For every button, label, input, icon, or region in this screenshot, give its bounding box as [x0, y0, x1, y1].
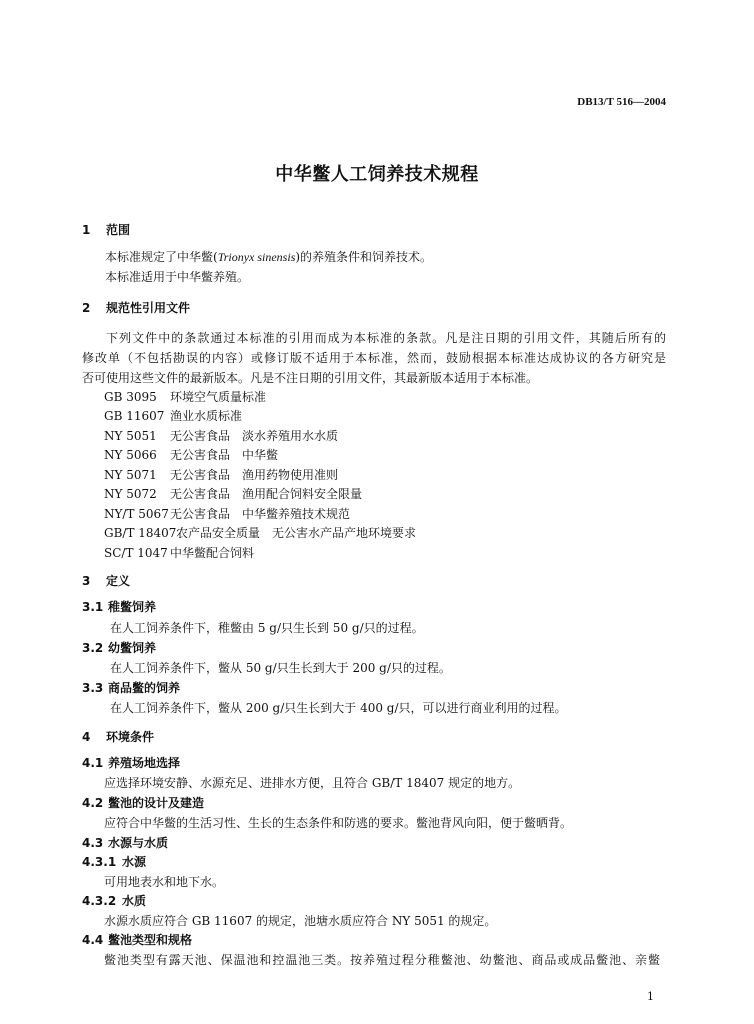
- section-3-heading: 3 定义: [82, 574, 131, 588]
- subsection-text: 应符合中华鳖的生活习性、生长的生态条件和防逃的要求。鳖池背风向阳，便于鳖晒背。: [104, 816, 573, 830]
- section-1-para-1: 本标准规定了中华鳖(Trionyx sinensis)的养殖条件和饲养技术。: [105, 250, 433, 264]
- section-4-heading: 4 环境条件: [82, 730, 155, 744]
- reference-item: NY 5051 无公害食品 淡水养殖用水水质: [104, 429, 339, 443]
- reference-item: NY 5071 无公害食品 渔用药物使用准则: [104, 468, 339, 482]
- subsection-heading: 3.2 幼鳖饲养: [82, 641, 157, 655]
- document-title: 中华鳖人工饲养技术规程: [275, 164, 479, 185]
- subsection-heading: 4.4 鳖池类型和规格: [82, 933, 193, 947]
- reference-item: NY/T 5067无公害食品 中华鳖养殖技术规范: [104, 507, 351, 521]
- subsection-heading: 3.3 商品鳖的饲养: [82, 681, 181, 695]
- subsection-text: 在人工饲养条件下，稚鳖由 5 g/只生长到 50 g/只的过程。: [110, 621, 424, 635]
- subsection-text: 应选择环境安静、水源充足、进排水方便，且符合 GB/T 18407 规定的地方。: [104, 776, 521, 790]
- subsection-heading: 4.3.2 水质: [82, 894, 147, 908]
- section-2-heading: 2 规范性引用文件: [82, 301, 191, 315]
- reference-item: GB 3095 环境空气质量标准: [104, 390, 267, 404]
- page-number: 1: [647, 990, 654, 1003]
- subsection-heading: 4.3.1 水源: [82, 855, 147, 869]
- reference-item: NY 5072 无公害食品 渔用配合饲料安全限量: [104, 487, 363, 501]
- section-2-para-line-3: 否可使用这些文件的最新版本。凡是不注日期的引用文件，其最新版本适用于本标准。: [82, 371, 539, 385]
- subsection-heading: 4.1 养殖场地选择: [82, 756, 181, 770]
- subsection-heading: 4.3 水源与水质: [82, 836, 169, 850]
- subsection-text: 在人工饲养条件下，鳖从 200 g/只生长到大于 400 g/只，可以进行商业利用的过程。: [110, 701, 567, 715]
- subsection-text: 水源水质应符合 GB 11607 的规定，池塘水质应符合 NY 5051 的规定。: [104, 914, 497, 928]
- standard-number: DB13/T 516—2004: [577, 96, 666, 108]
- section-1-heading: 1 范围: [82, 223, 131, 237]
- reference-item: SC/T 1047 中华鳖配合饲料: [104, 546, 255, 560]
- subsection-text: 鳖池类型有露天池、保温池和控温池三类。按养殖过程分稚鳖池、幼鳖池、商品或成品鳖池、亲鳖: [104, 953, 660, 967]
- subsection-heading: 4.2 鳖池的设计及建造: [82, 796, 205, 810]
- reference-item: GB 11607 渔业水质标准: [104, 409, 243, 423]
- reference-item: GB/T 18407农产品安全质量 无公害水产品产地环境要求: [104, 526, 417, 540]
- reference-item: NY 5066 无公害食品 中华鳖: [104, 448, 279, 462]
- subsection-text: 可用地表水和地下水。: [104, 875, 225, 889]
- subsection-text: 在人工饲养条件下，鳖从 50 g/只生长到大于 200 g/只的过程。: [110, 661, 451, 675]
- section-2-para-line-1: 下列文件中的条款通过本标准的引用而成为本标准的条款。凡是注日期的引用文件，其随后所有的: [106, 331, 666, 345]
- subsection-heading: 3.1 稚鳖饲养: [82, 600, 157, 614]
- section-2-para-line-2: 修改单（不包括勘误的内容）或修订版不适用于本标准，然而，鼓励根据本标准达成协议的各方研究是: [82, 351, 666, 365]
- section-1-para-2: 本标准适用于中华鳖养殖。: [105, 270, 250, 284]
